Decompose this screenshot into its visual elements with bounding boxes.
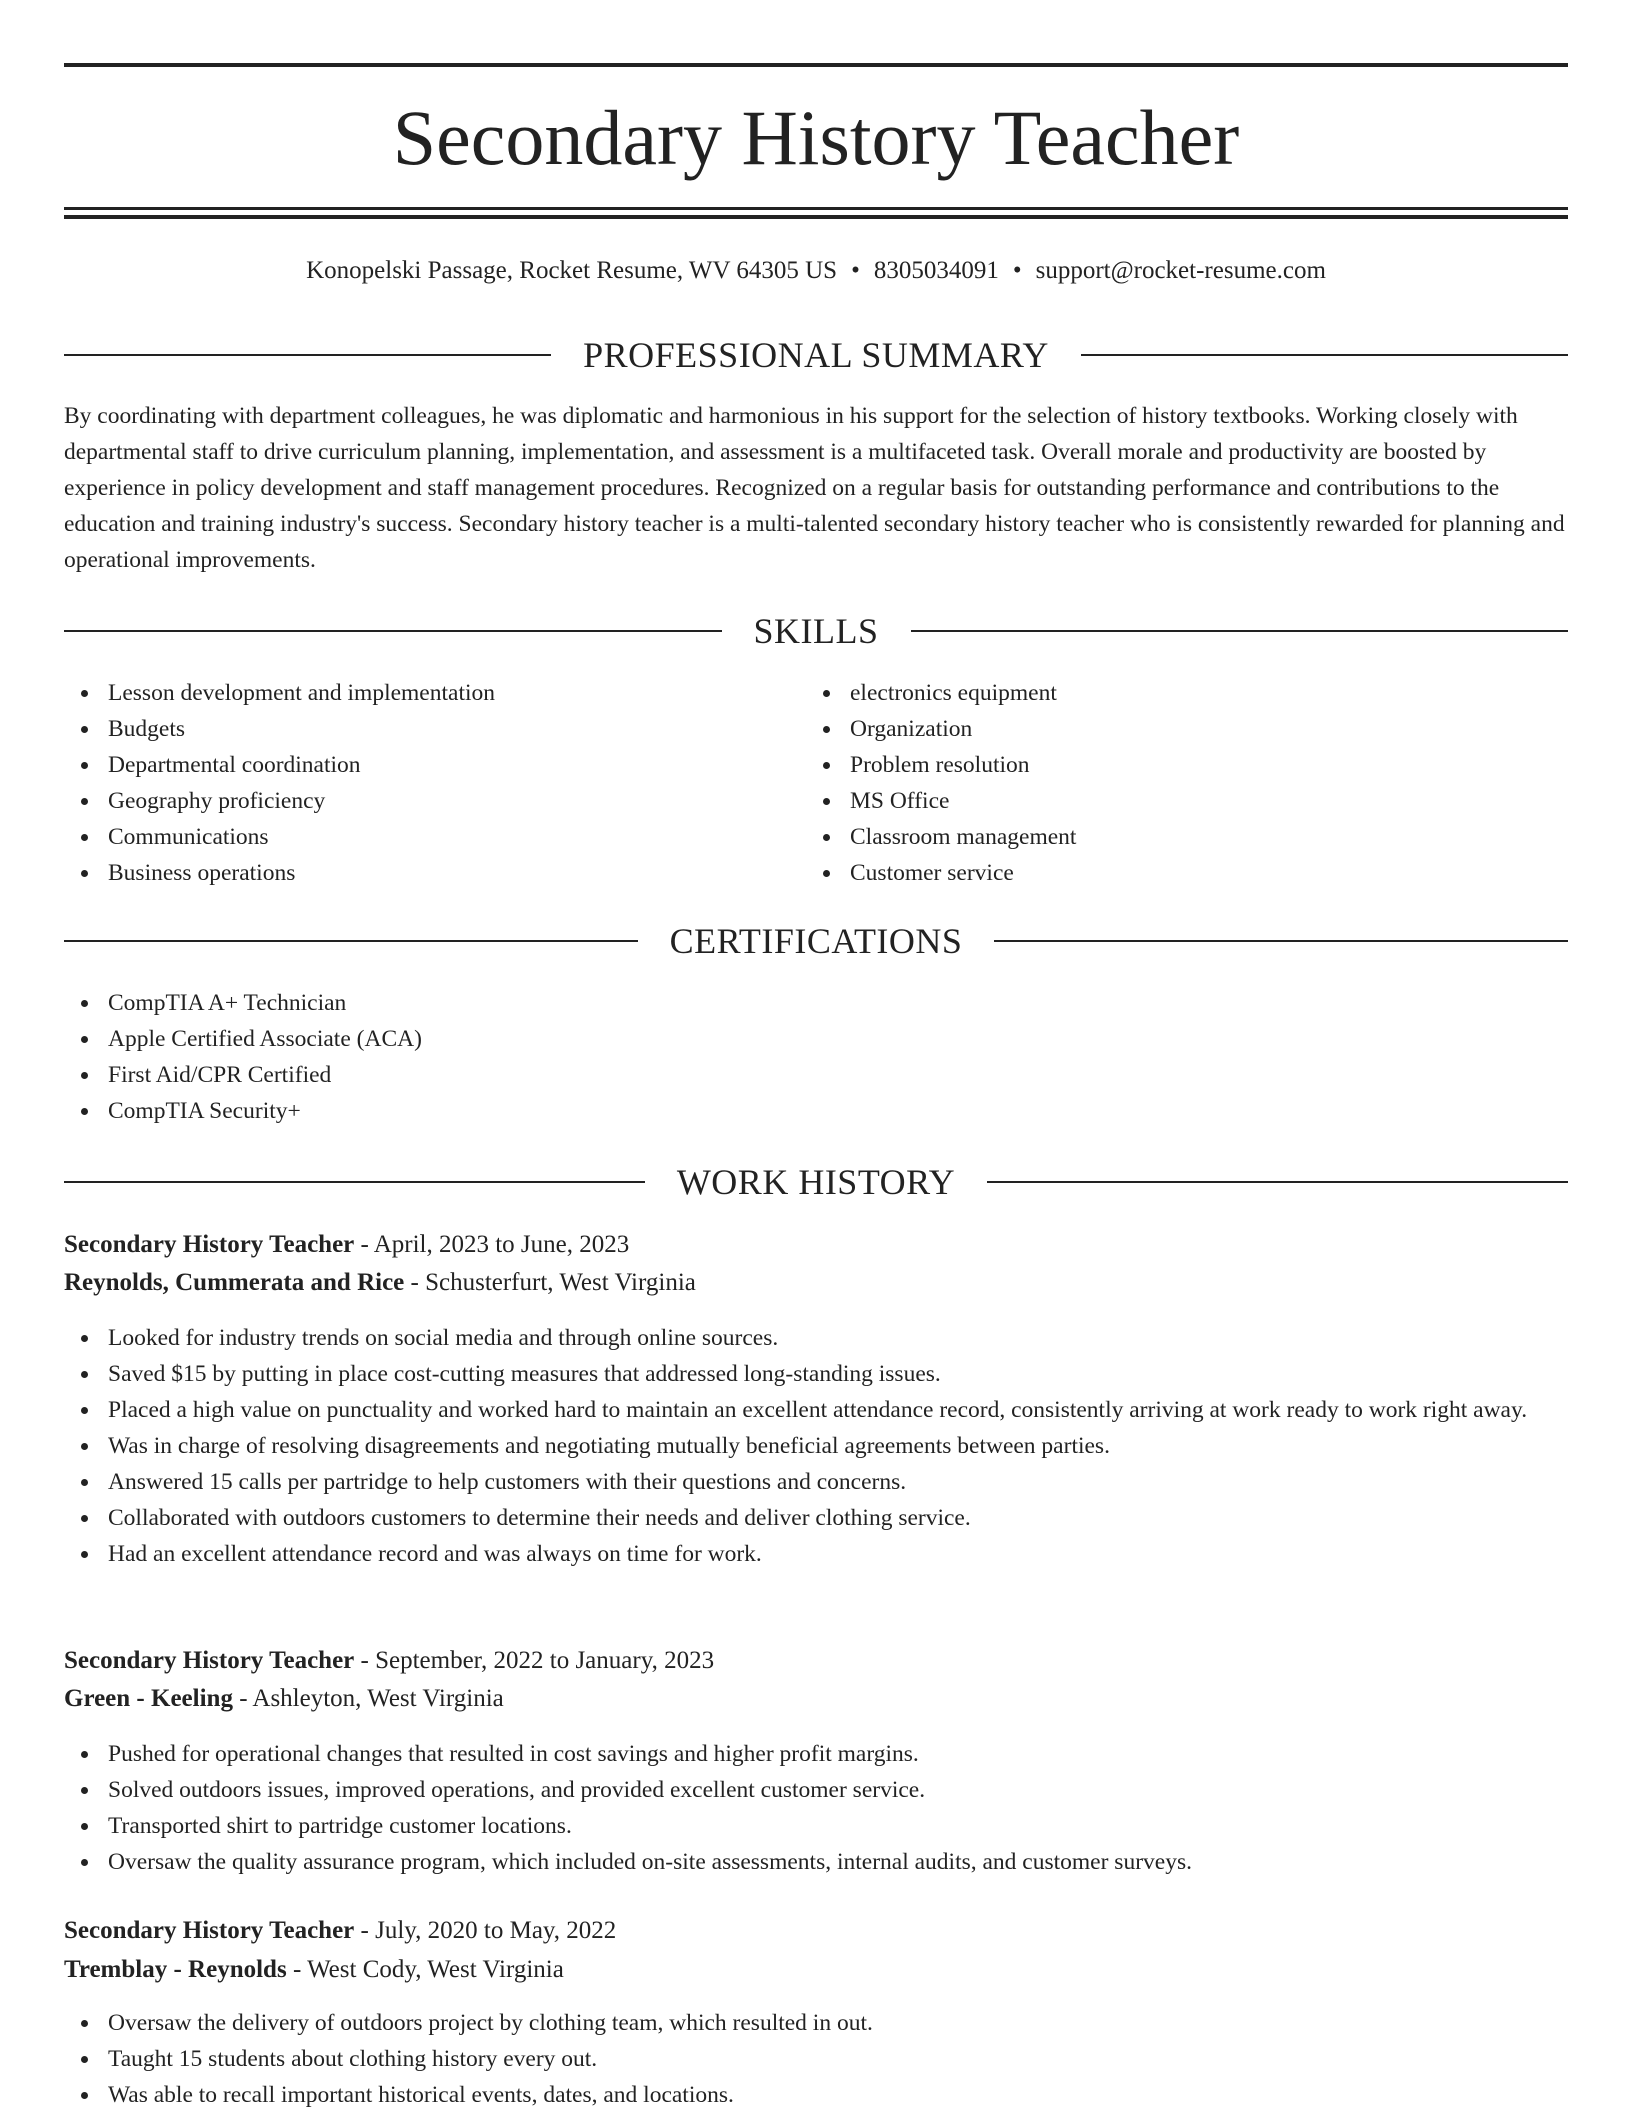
list-item: Departmental coordination	[64, 747, 806, 783]
list-item: Oversaw the delivery of outdoors project by clothing team, which resulted in out.	[64, 2005, 1568, 2041]
header-bottom-rule-thick	[64, 215, 1568, 219]
job-bullets	[64, 1736, 1568, 1880]
section-title: PROFESSIONAL SUMMARY	[583, 335, 1049, 375]
job-title: Secondary History Teacher	[64, 1231, 355, 1258]
list-item: Transported shirt to partridge customer locations.	[64, 1808, 1568, 1844]
list-item: Geography proficiency	[64, 783, 806, 819]
list-item: Solved outdoors issues, improved operations, and provided excellent customer service.	[64, 1772, 1568, 1808]
job-company-line	[64, 1680, 1568, 1718]
resume-name: Secondary History Teacher	[392, 94, 1240, 181]
job-company-line	[64, 1264, 1568, 1302]
contact-separator: •	[851, 257, 860, 284]
divider	[64, 940, 638, 942]
job-company-line	[64, 1951, 1568, 1989]
section-title: SKILLS	[753, 611, 879, 651]
section-title: CERTIFICATIONS	[669, 921, 963, 961]
certifications-list	[64, 985, 1568, 1129]
list-item: Customer service	[806, 855, 1568, 891]
section-title: WORK HISTORY	[676, 1162, 956, 1202]
list-item: Pushed for operational changes that resulted in cost savings and higher profit margins.	[64, 1736, 1568, 1772]
job-location: - Ashleyton, West Virginia	[232, 1685, 504, 1712]
job-company: Reynolds, Cummerata and Rice	[64, 1269, 405, 1296]
list-item: Was in charge of resolving disagreements and negotiating mutually beneficial agreements between parties.	[64, 1428, 1568, 1464]
divider	[994, 940, 1568, 942]
certifications-heading	[64, 921, 1568, 961]
work-history-heading	[64, 1162, 1568, 1202]
list-item: First Aid/CPR Certified	[64, 1057, 1568, 1093]
header-bottom-rule	[64, 207, 1568, 210]
job-title-line	[64, 1912, 1568, 1950]
list-item: Answered 15 calls per partridge to help customers with their questions and concerns.	[64, 1464, 1568, 1500]
list-item: Looked for industry trends on social media and through online sources.	[64, 1320, 1568, 1356]
header-top-rule	[64, 63, 1568, 67]
list-item: Budgets	[64, 711, 806, 747]
contact-line	[64, 254, 1568, 288]
divider	[64, 630, 722, 632]
list-item: Lesson development and implementation	[64, 675, 806, 711]
list-item: Problem resolution	[806, 747, 1568, 783]
job-location: - West Cody, West Virginia	[286, 1956, 564, 1983]
list-item: CompTIA Security+	[64, 1093, 1568, 1129]
skills-list-left	[64, 675, 806, 891]
list-item: Classroom management	[806, 819, 1568, 855]
job-dates: - September, 2022 to January, 2023	[354, 1647, 715, 1674]
list-item: Was able to recall important historical events, dates, and locations.	[64, 2077, 1568, 2113]
divider	[64, 1181, 645, 1183]
contact-address: Konopelski Passage, Rocket Resume, WV 64305 US	[306, 257, 838, 284]
list-item: electronics equipment	[806, 675, 1568, 711]
list-item: Saved $15 by putting in place cost-cutting measures that addressed long-standing issues.	[64, 1356, 1568, 1392]
job-bullets	[64, 2005, 1568, 2113]
list-item: Collaborated with outdoors customers to determine their needs and deliver clothing service.	[64, 1500, 1568, 1536]
list-item: Had an excellent attendance record and was always on time for work.	[64, 1536, 1568, 1572]
job-title-line	[64, 1642, 1568, 1680]
job-title: Secondary History Teacher	[64, 1647, 355, 1674]
list-item: Business operations	[64, 855, 806, 891]
job-dates: - April, 2023 to June, 2023	[354, 1231, 630, 1258]
job-title: Secondary History Teacher	[64, 1917, 355, 1944]
job-title-line	[64, 1226, 1568, 1264]
job-bullets	[64, 1320, 1568, 1572]
list-item: Placed a high value on punctuality and worked hard to maintain an excellent attendance record, consistently arriving at work ready to work right away.	[64, 1392, 1568, 1428]
list-item: Organization	[806, 711, 1568, 747]
list-item: Apple Certified Associate (ACA)	[64, 1021, 1568, 1057]
contact-separator: •	[1012, 257, 1022, 284]
contact-phone: 8305034091	[873, 257, 999, 284]
divider	[1081, 354, 1568, 356]
job-company: Green - Keeling	[64, 1685, 233, 1712]
divider	[911, 630, 1569, 632]
contact-email: support@rocket-resume.com	[1035, 257, 1326, 284]
list-item: Communications	[64, 819, 806, 855]
skills-list-right	[806, 675, 1568, 891]
divider	[64, 354, 551, 356]
job-dates: - July, 2020 to May, 2022	[354, 1917, 617, 1944]
job-location: - Schusterfurt, West Virginia	[404, 1269, 696, 1296]
list-item: CompTIA A+ Technician	[64, 985, 1568, 1021]
divider	[987, 1181, 1568, 1183]
summary-text: By coordinating with department colleagues, he was diplomatic and harmonious in his support for the selection of history textbooks. Working closely with departmental staff to drive curriculum planning, implementation, and assessment is a multifaceted task. Overall morale and productivity are boosted by experience in policy development and staff management procedures. Recognized on a regular basis for outstanding performance and contributions to the education and training industry's success. Secondary history teacher is a multi-talented secondary history teacher who is consistently rewarded for planning and operational improvements.	[64, 403, 1565, 573]
job-company: Tremblay - Reynolds	[64, 1956, 287, 1983]
list-item: MS Office	[806, 783, 1568, 819]
skills-heading	[64, 611, 1568, 651]
list-item: Oversaw the quality assurance program, which included on-site assessments, internal audits, and customer surveys.	[64, 1844, 1568, 1880]
list-item: Taught 15 students about clothing history every out.	[64, 2041, 1568, 2077]
summary-heading	[64, 335, 1568, 375]
